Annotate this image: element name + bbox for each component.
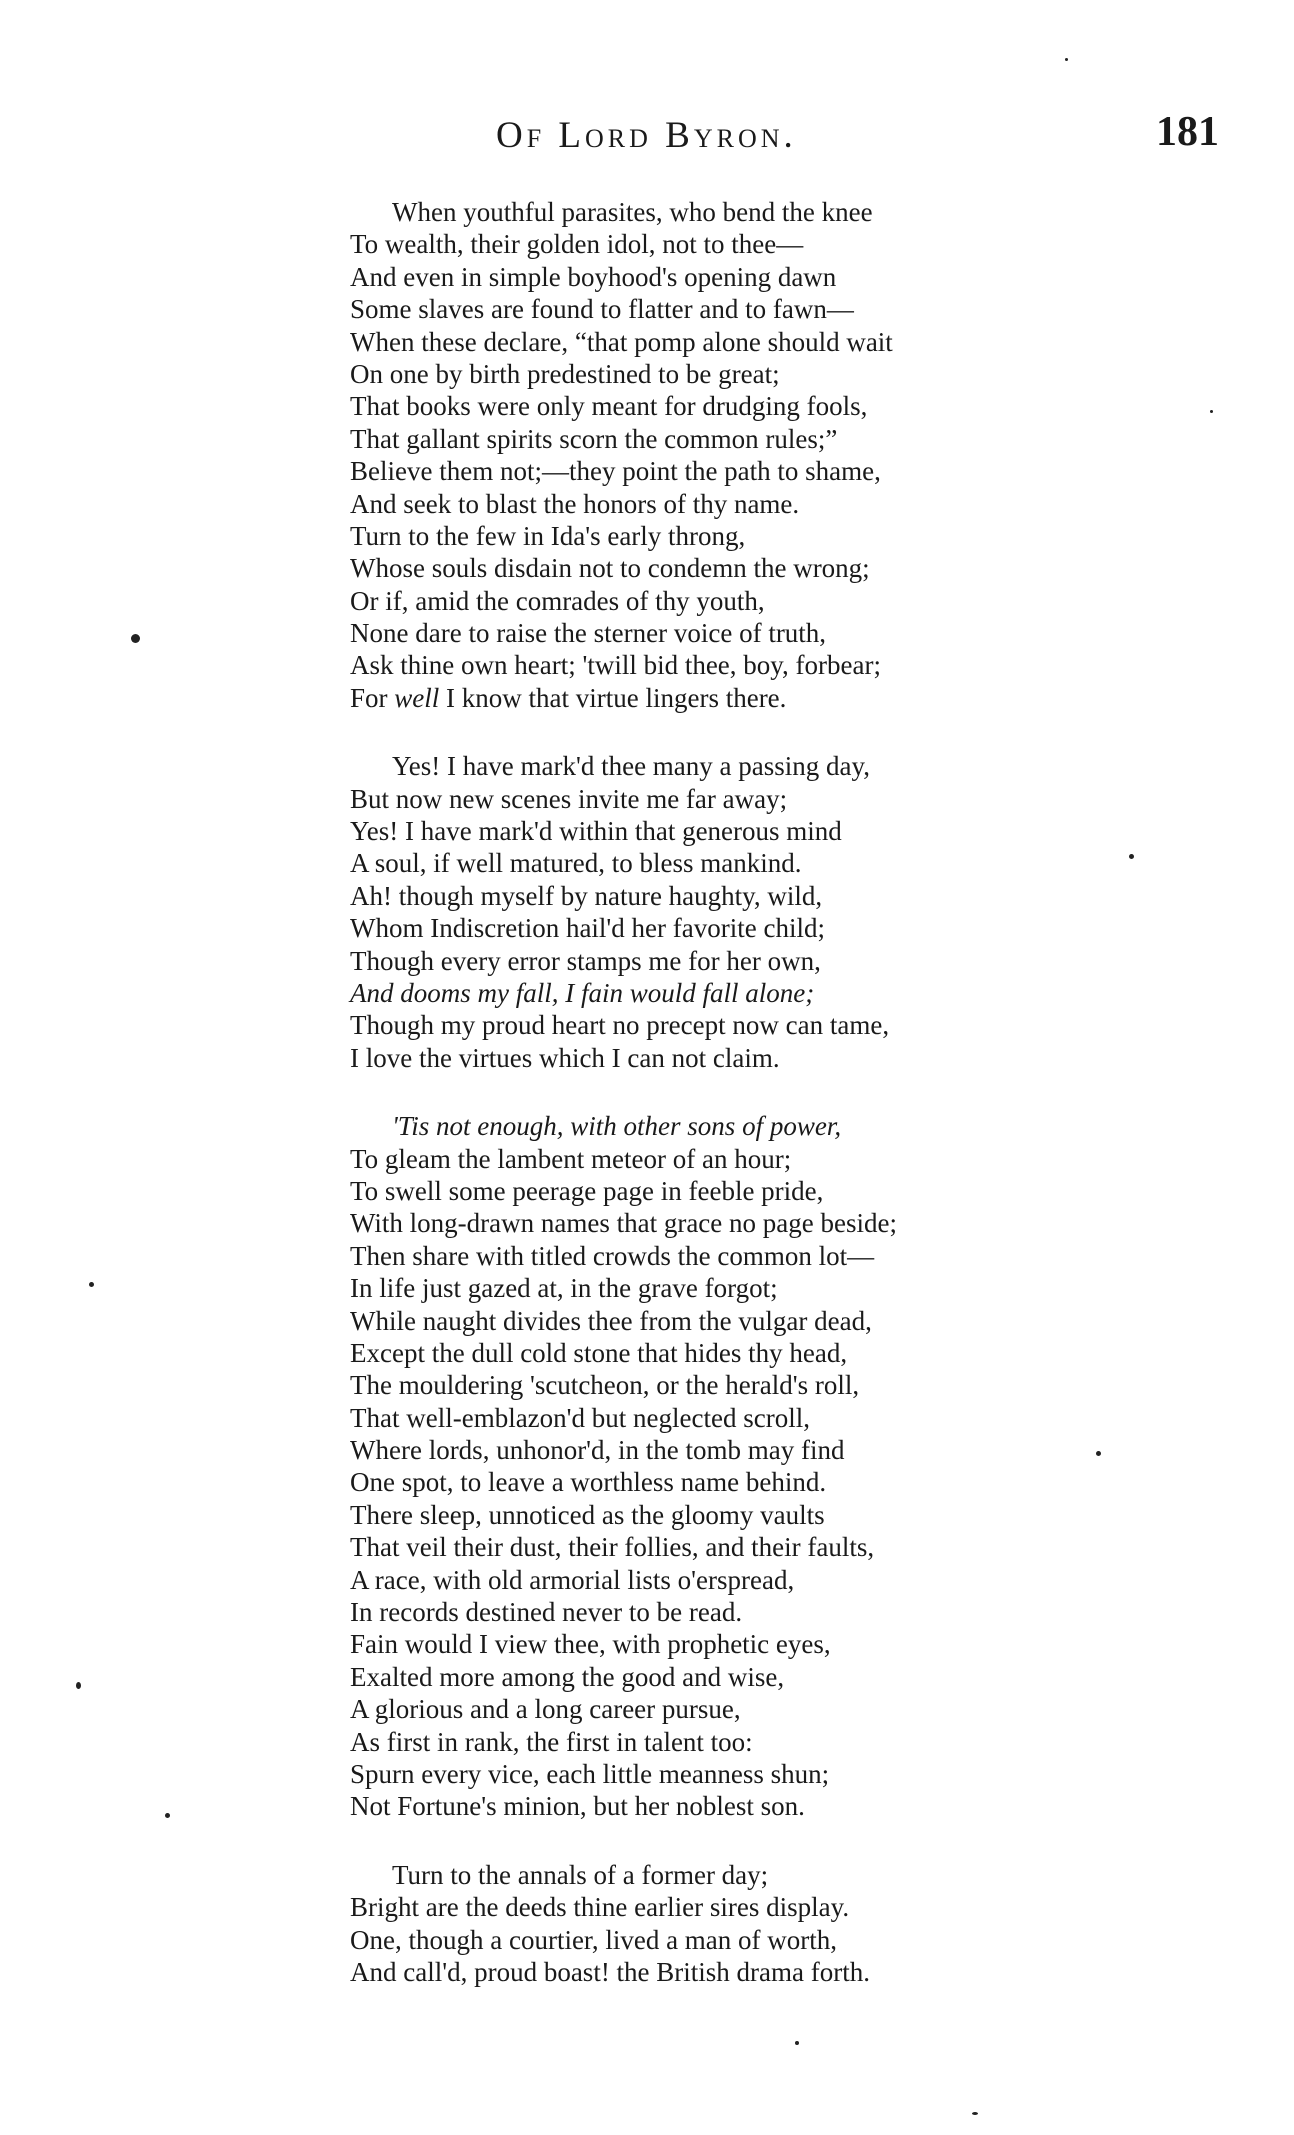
verse-line: In life just gazed at, in the grave forgot;: [350, 1273, 778, 1304]
verse-line: That well-emblazon'd but neglected scroll,: [350, 1402, 810, 1433]
scan-speck: [76, 1682, 81, 1689]
verse-line: The mouldering 'scutcheon, or the herald's roll,: [350, 1370, 860, 1401]
verse-line: Whose souls disdain not to condemn the wrong;: [350, 553, 870, 584]
verse-line: And dooms my fall, I fain would fall alone;: [350, 977, 815, 1008]
verse-line: Ask thine own heart; 'twill bid thee, boy, forbear;: [350, 650, 881, 681]
verse-line: There sleep, unnoticed as the gloomy vaults: [350, 1499, 825, 1530]
scan-speck: [795, 2041, 799, 2045]
verse-line: Bright are the deeds thine earlier sires display.: [350, 1892, 850, 1923]
verse-line: Whom Indiscretion hail'd her favorite child;: [350, 913, 825, 944]
verse-line: In records destined never to be read.: [350, 1597, 743, 1628]
verse-line: To wealth, their golden idol, not to thee—: [350, 229, 804, 260]
scan-speck: [131, 634, 140, 643]
verse-line: A glorious and a long career pursue,: [350, 1694, 741, 1725]
scan-speck: [1129, 854, 1134, 859]
verse-line: A race, with old armorial lists o'erspread,: [350, 1564, 795, 1595]
verse-line: That books were only meant for drudging fools,: [350, 391, 868, 422]
verse-line: Turn to the few in Ida's early throng,: [350, 520, 746, 551]
scan-speck: [1096, 1451, 1101, 1456]
running-title: Of Lord Byron.: [496, 115, 797, 156]
scan-speck: [165, 1813, 170, 1818]
verse-line: That gallant spirits scorn the common rules;”: [350, 423, 838, 454]
verse-line: Believe them not;—they point the path to shame,: [350, 456, 881, 487]
verse-line: Some slaves are found to flatter and to fawn—: [350, 294, 854, 325]
stanza-2: [350, 750, 1080, 1074]
verse-line: With long-drawn names that grace no page beside;: [350, 1208, 897, 1239]
verse-line: Yes! I have mark'd within that generous mind: [350, 816, 842, 847]
scan-speck: [1065, 58, 1068, 61]
verse-line: Though every error stamps me for her own,: [350, 945, 821, 976]
stanza-4: [350, 1859, 1080, 1989]
verse-line: I love the virtues which I can not claim.: [350, 1042, 780, 1073]
verse-line: Turn to the annals of a former day;: [392, 1859, 769, 1890]
verse-line: Yes! I have mark'd thee many a passing day,: [392, 751, 870, 782]
verse-line: As first in rank, the first in talent too:: [350, 1726, 753, 1757]
page-header: [0, 108, 1294, 168]
verse-line: And call'd, proud boast! the British drama forth.: [350, 1956, 871, 1987]
verse-text: For: [350, 682, 395, 713]
verse-line: Except the dull cold stone that hides thy head,: [350, 1337, 848, 1368]
verse-line: Fain would I view thee, with prophetic eyes,: [350, 1629, 831, 1660]
page-number: 181: [1156, 109, 1219, 155]
verse-line: Then share with titled crowds the common lot—: [350, 1240, 875, 1271]
emphasized-word: well: [394, 682, 440, 713]
verse-line: Ah! though myself by nature haughty, wild,: [350, 880, 823, 911]
scan-speck: [89, 1282, 94, 1287]
verse-text: I know that virtue lingers there.: [439, 682, 787, 713]
verse-line: One, though a courtier, lived a man of worth,: [350, 1924, 838, 1955]
verse-line: Not Fortune's minion, but her noblest son.: [350, 1791, 805, 1822]
verse-line: 'Tis not enough, with other sons of power,: [392, 1111, 842, 1142]
verse-line: To gleam the lambent meteor of an hour;: [350, 1143, 792, 1174]
scan-speck: [1210, 410, 1213, 413]
poem-text: [350, 196, 1080, 2024]
stanza-1: [350, 196, 1080, 714]
verse-line: [350, 682, 1080, 714]
verse-line: Spurn every vice, each little meanness shun;: [350, 1758, 830, 1789]
verse-line: Or if, amid the comrades of thy youth,: [350, 585, 765, 616]
verse-line: On one by birth predestined to be great;: [350, 358, 780, 389]
verse-line: One spot, to leave a worthless name behind.: [350, 1467, 827, 1498]
scan-speck: [972, 2112, 978, 2115]
verse-line: Where lords, unhonor'd, in the tomb may find: [350, 1435, 845, 1466]
verse-line: A soul, if well matured, to bless mankind.: [350, 848, 802, 879]
verse-line: That veil their dust, their follies, and their faults,: [350, 1532, 875, 1563]
verse-line: When these declare, “that pomp alone should wait: [350, 326, 893, 357]
verse-line: And seek to blast the honors of thy name.: [350, 488, 800, 519]
verse-line: Exalted more among the good and wise,: [350, 1661, 785, 1692]
verse-line: Though my proud heart no precept now can tame,: [350, 1010, 890, 1041]
verse-line: To swell some peerage page in feeble pride,: [350, 1175, 824, 1206]
verse-line: But now new scenes invite me far away;: [350, 783, 788, 814]
verse-line: None dare to raise the sterner voice of truth,: [350, 618, 827, 649]
verse-line: While naught divides thee from the vulgar dead,: [350, 1305, 872, 1336]
verse-line: And even in simple boyhood's opening dawn: [350, 261, 837, 292]
stanza-3: [350, 1110, 1080, 1823]
verse-line: When youthful parasites, who bend the knee: [392, 197, 873, 227]
